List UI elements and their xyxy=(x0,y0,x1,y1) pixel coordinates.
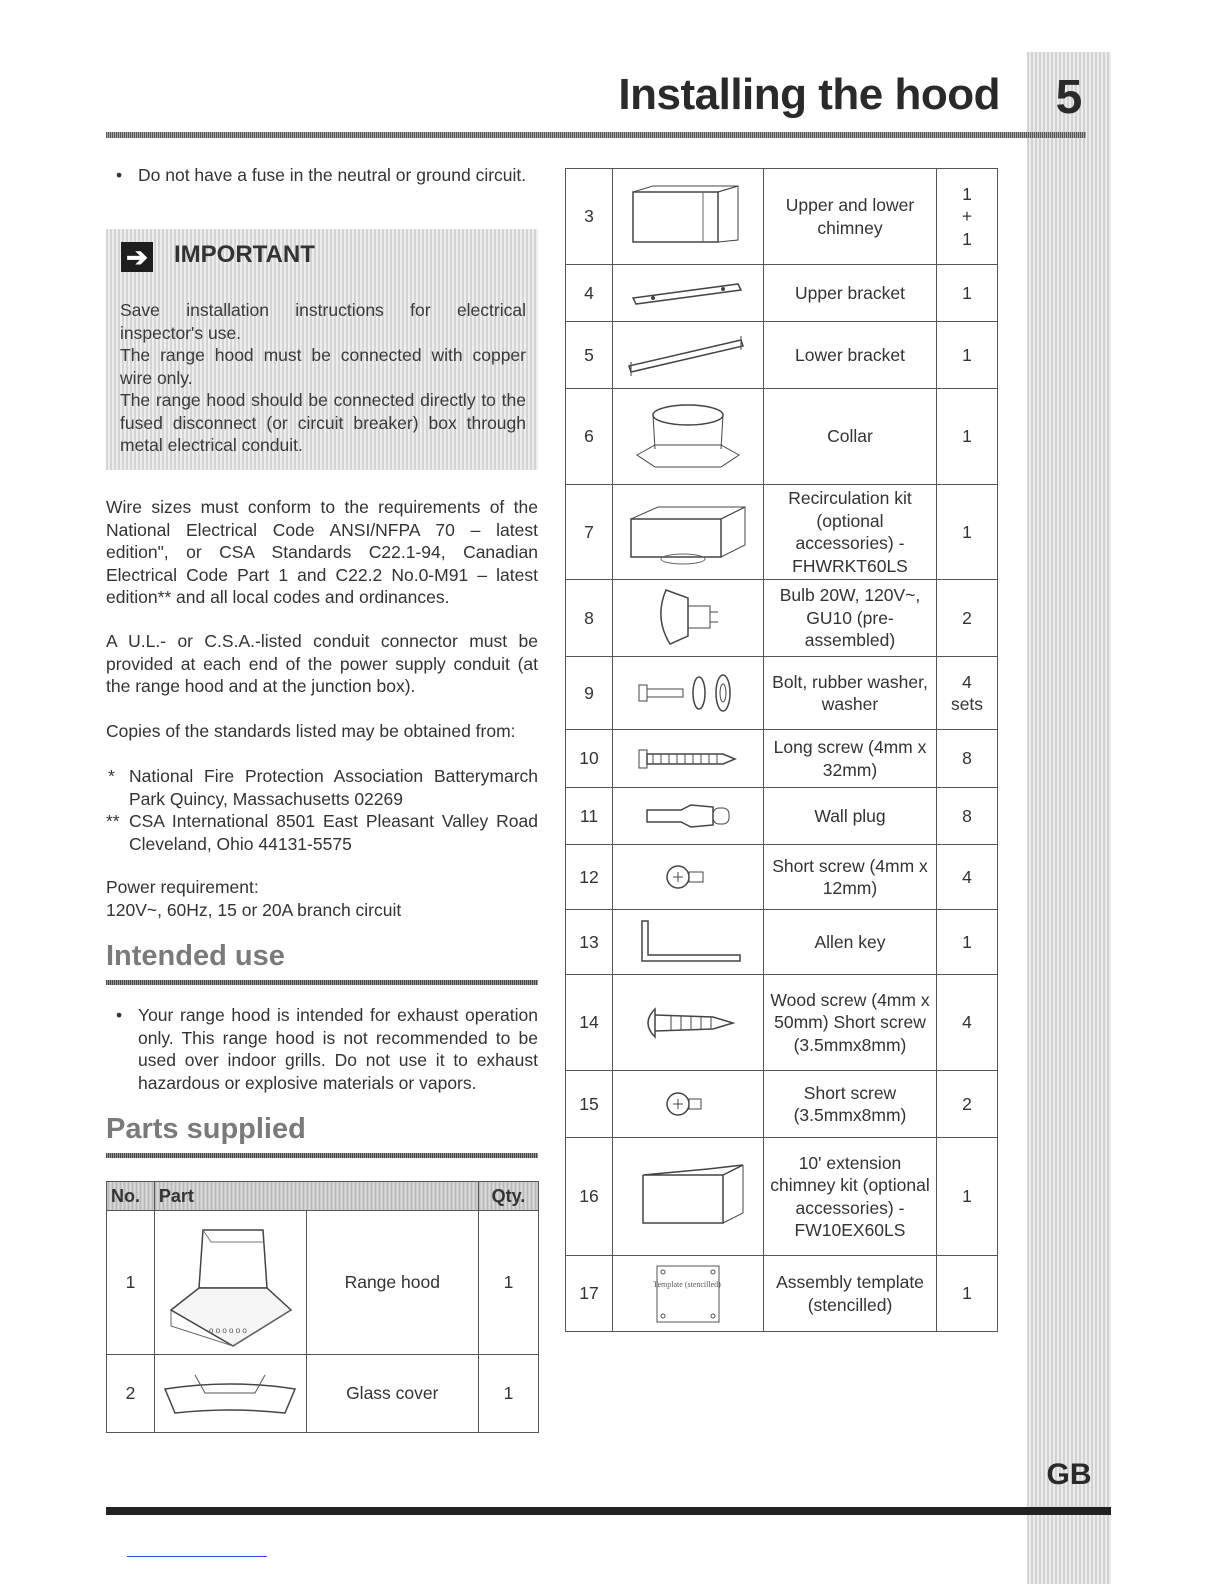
table-row xyxy=(566,389,998,485)
row-no: 9 xyxy=(566,657,613,730)
table-row xyxy=(566,788,998,845)
table-row xyxy=(566,485,998,580)
row-qty: 8 xyxy=(937,788,998,845)
footnote-mark: ** xyxy=(106,811,120,831)
table-row xyxy=(566,910,998,975)
row-qty: 1 xyxy=(478,1211,538,1355)
important-line: The range hood must be connected with copper wire only. xyxy=(120,345,526,388)
row-qty: 4 sets xyxy=(937,657,998,730)
svg-text:o o o o o o: o o o o o o xyxy=(208,1325,247,1335)
range-hood-icon xyxy=(154,1211,306,1355)
table-row xyxy=(107,1211,539,1355)
title-rule xyxy=(106,132,1086,138)
template-icon-label: Template (stencilled) xyxy=(653,1280,721,1289)
short-screw-icon xyxy=(613,845,764,910)
important-line: Save installation instructions for electrical inspector's use. xyxy=(120,300,526,343)
allen-key-icon xyxy=(613,910,764,975)
corner-line xyxy=(127,1556,267,1557)
row-no: 10 xyxy=(566,730,613,788)
header-no: No. xyxy=(107,1182,155,1211)
table-row xyxy=(566,265,998,322)
important-line: The range hood should be connected directly to the fused disconnect (or circuit breaker) box through metal electrical conduit. xyxy=(120,390,526,455)
row-qty: 1 xyxy=(478,1355,538,1433)
row-no: 11 xyxy=(566,788,613,845)
intended-use-heading: Intended use xyxy=(106,940,285,972)
conduit-paragraph: A U.L.- or C.S.A.-listed conduit connector must be provided at each end of the power supply conduit (at the range hood and at the junction box). xyxy=(106,631,538,696)
row-no: 2 xyxy=(107,1355,155,1433)
table-row xyxy=(566,845,998,910)
row-no: 13 xyxy=(566,910,613,975)
csa-address: CSA International 8501 East Pleasant Valley Road Cleveland, Ohio 44131-5575 xyxy=(129,811,538,854)
lower-bracket-icon xyxy=(613,322,764,389)
row-qty: 1 xyxy=(937,485,998,580)
wire-sizes-paragraph: Wire sizes must conform to the requirements of the National Electrical Code ANSI/NFPA 70 – latest edition", or CSA Standards C22.1-94, Canadian Electrical Code Part 1 and C22.2 No.0-M91 – latest edition** and all local codes and ordinances. xyxy=(106,497,538,607)
bulb-icon xyxy=(613,580,764,657)
row-no: 12 xyxy=(566,845,613,910)
row-part-name: Short screw (3.5mmx8mm) xyxy=(764,1071,937,1138)
table-row xyxy=(107,1355,539,1433)
template-icon xyxy=(613,1256,764,1332)
row-part-name: Upper and lower chimney xyxy=(764,169,937,265)
table-row xyxy=(566,1256,998,1332)
important-box xyxy=(106,229,538,470)
table-row xyxy=(566,322,998,389)
row-part-name: Lower bracket xyxy=(764,322,937,389)
row-no: 5 xyxy=(566,322,613,389)
section-rule xyxy=(106,1153,538,1158)
glass-cover-icon xyxy=(154,1355,306,1433)
collar-icon xyxy=(613,389,764,485)
row-no: 7 xyxy=(566,485,613,580)
long-screw-icon xyxy=(613,730,764,788)
row-part-name: Assembly template (stencilled) xyxy=(764,1256,937,1332)
row-no: 15 xyxy=(566,1071,613,1138)
parts-table-left xyxy=(106,1181,539,1433)
bullet-dot: • xyxy=(116,1005,123,1025)
row-part-name: Bulb 20W, 120V~, GU10 (pre-assembled) xyxy=(764,580,937,657)
table-row xyxy=(566,1138,998,1256)
row-qty: 1 xyxy=(937,322,998,389)
table-row xyxy=(566,657,998,730)
header-qty: Qty. xyxy=(478,1182,538,1211)
row-part-name: Upper bracket xyxy=(764,265,937,322)
recirculation-kit-icon xyxy=(613,485,764,580)
row-no: 14 xyxy=(566,975,613,1071)
row-qty: 1 xyxy=(937,389,998,485)
table-row xyxy=(566,730,998,788)
important-heading: IMPORTANT xyxy=(174,241,315,268)
table-row xyxy=(566,975,998,1071)
important-text xyxy=(120,299,526,457)
row-part-name: Short screw (4mm x 12mm) xyxy=(764,845,937,910)
language-code: GB xyxy=(1046,1458,1092,1491)
table-header-row xyxy=(107,1182,539,1211)
row-part-name: Collar xyxy=(764,389,937,485)
row-qty: 2 xyxy=(937,580,998,657)
row-part-name: Wall plug xyxy=(764,788,937,845)
table-row xyxy=(566,580,998,657)
row-part-name: Allen key xyxy=(764,910,937,975)
row-no: 17 xyxy=(566,1256,613,1332)
table-row xyxy=(566,1071,998,1138)
row-qty: 1 xyxy=(937,1138,998,1256)
section-rule xyxy=(106,980,538,985)
chapter-number: 5 xyxy=(1055,71,1083,124)
page-title: Installing the hood xyxy=(618,70,1000,119)
copies-paragraph: Copies of the standards listed may be obtained from: xyxy=(106,721,516,741)
row-part-name: 10' extension chimney kit (optional accessories) -FW10EX60LS xyxy=(764,1138,937,1256)
parts-supplied-heading: Parts supplied xyxy=(106,1113,306,1145)
chimney-icon xyxy=(613,169,764,265)
bolt-washer-icon xyxy=(613,657,764,730)
arrow-right-icon: ➔ xyxy=(121,242,153,272)
row-part-name: Recirculation kit (optional accessories) -FHWRKT60LS xyxy=(764,485,937,580)
upper-bracket-icon xyxy=(613,265,764,322)
row-qty: 4 xyxy=(937,975,998,1071)
footnote-mark: * xyxy=(108,766,115,786)
row-no: 8 xyxy=(566,580,613,657)
row-qty: 1 xyxy=(937,1256,998,1332)
row-part-name: Glass cover xyxy=(306,1355,478,1433)
bullet-dot: • xyxy=(116,165,123,185)
row-no: 1 xyxy=(107,1211,155,1355)
row-qty: 1 xyxy=(937,910,998,975)
wall-plug-icon xyxy=(613,788,764,845)
bottom-rule xyxy=(106,1507,1111,1515)
row-qty: 4 xyxy=(937,845,998,910)
row-no: 16 xyxy=(566,1138,613,1256)
row-no: 6 xyxy=(566,389,613,485)
wood-screw-icon xyxy=(613,975,764,1071)
row-no: 3 xyxy=(566,169,613,265)
row-no: 4 xyxy=(566,265,613,322)
row-part-name: Range hood xyxy=(306,1211,478,1355)
row-part-name: Wood screw (4mm x 50mm) Short screw (3.5mmx8mm) xyxy=(764,975,937,1071)
row-qty: 1 + 1 xyxy=(937,169,998,265)
row-part-name: Long screw (4mm x 32mm) xyxy=(764,730,937,788)
side-strip xyxy=(1027,52,1111,1584)
power-label: Power requirement: xyxy=(106,877,259,897)
row-part-name: Bolt, rubber washer, washer xyxy=(764,657,937,730)
nfpa-address: National Fire Protection Association Batterymarch Park Quincy, Massachusetts 02269 xyxy=(129,766,538,809)
table-row xyxy=(566,169,998,265)
short-screw-small-icon xyxy=(613,1071,764,1138)
parts-table-right xyxy=(565,168,998,1332)
row-qty: 1 xyxy=(937,265,998,322)
fuse-bullet-text: Do not have a fuse in the neutral or ground circuit. xyxy=(138,165,527,185)
header-part: Part xyxy=(154,1182,478,1211)
row-qty: 8 xyxy=(937,730,998,788)
power-value: 120V~, 60Hz, 15 or 20A branch circuit xyxy=(106,900,402,920)
row-qty: 2 xyxy=(937,1071,998,1138)
extension-chimney-icon xyxy=(613,1138,764,1256)
intended-use-text: Your range hood is intended for exhaust operation only. This range hood is not recommended to be used over indoor grills. Do not use it to exhaust hazardous or explosive materials or vapors. xyxy=(138,1005,538,1093)
